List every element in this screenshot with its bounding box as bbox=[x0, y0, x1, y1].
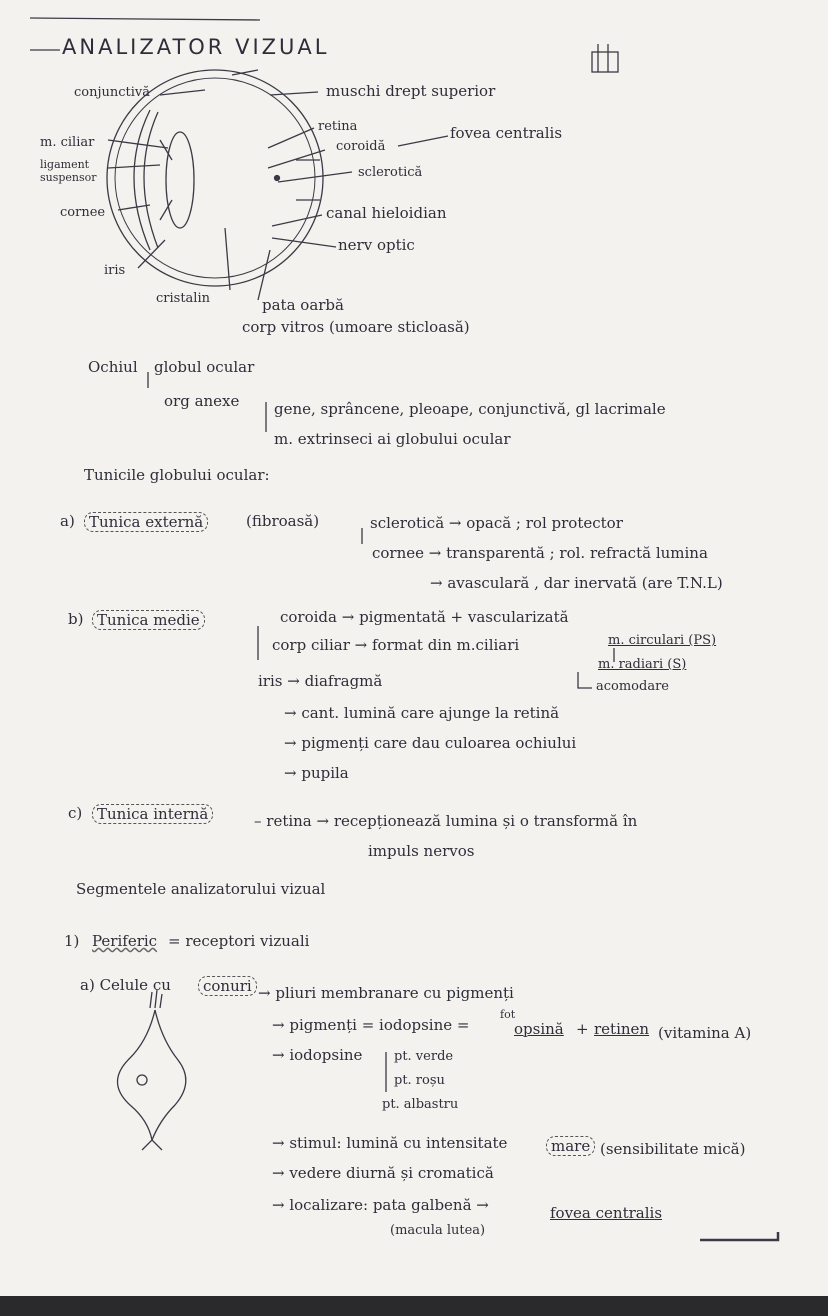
label-retina: retina bbox=[318, 119, 358, 134]
corner-mark bbox=[700, 1232, 778, 1240]
tunica-externa: Tunica externă bbox=[84, 512, 208, 532]
label-canal: canal hieloidian bbox=[326, 204, 447, 222]
label-sclerotica: sclerotică bbox=[358, 165, 423, 180]
retinen: retinen bbox=[594, 1020, 650, 1038]
label-fovea: fovea centralis bbox=[450, 124, 563, 142]
sclera-inner-line bbox=[115, 78, 315, 278]
iodopsine-rosu: pt. roșu bbox=[394, 1073, 445, 1088]
tunica-b-prefix: b) bbox=[68, 610, 84, 628]
label-coroida: coroidă bbox=[336, 139, 386, 154]
conuri-word: conuri bbox=[198, 976, 257, 996]
tunica-a-line-2: cornee → transparentă ; rol. refractă lumina bbox=[372, 544, 708, 562]
m-radiari: m. radiari (S) bbox=[598, 657, 687, 672]
iodopsine-verde: pt. verde bbox=[394, 1049, 454, 1064]
tunica-interna: Tunica internă bbox=[92, 804, 213, 824]
label-pata-oarba: pata oarbă bbox=[262, 296, 344, 314]
cornea-inner bbox=[144, 112, 158, 248]
header-rule bbox=[30, 18, 260, 20]
pigmenti-sup: fot bbox=[500, 1008, 516, 1021]
m-circulari: m. circulari (PS) bbox=[608, 633, 717, 648]
label-nerv: nerv optic bbox=[338, 236, 415, 254]
localizare-macula: (macula lutea) bbox=[390, 1223, 486, 1238]
label-cristalin: cristalin bbox=[156, 291, 210, 306]
acomodare: acomodare bbox=[596, 679, 669, 694]
tunica-externa-type: (fibroasă) bbox=[246, 512, 320, 530]
label-corp-vitros: corp vitros (umoare sticloasă) bbox=[242, 318, 470, 336]
corner-doodle bbox=[592, 52, 618, 72]
tunica-b-line-4: → cant. lumină care ajunge la retină bbox=[284, 704, 560, 722]
iodopsine-line: → iodopsine bbox=[272, 1046, 363, 1064]
optic-nerve bbox=[296, 160, 320, 200]
tunica-a-line-3: → avasculară , dar inervată (are T.N.L) bbox=[430, 574, 723, 592]
localizare-line: → localizare: pata galbenă → bbox=[272, 1196, 489, 1214]
segment-periferic: Periferic bbox=[92, 932, 158, 950]
conuri-prefix: a) Celule cu bbox=[80, 976, 171, 994]
page-title: ANALIZATOR VIZUAL bbox=[62, 35, 330, 59]
label-m-ciliar: m. ciliar bbox=[40, 135, 95, 150]
ochiul-head: Ochiul bbox=[88, 358, 138, 376]
tunici-heading: Tunicile globului ocular: bbox=[84, 466, 270, 484]
anexe-line-1: gene, sprâncene, pleoape, conjunctivă, gl lacrimale bbox=[274, 400, 666, 418]
opsina: opsină bbox=[514, 1020, 564, 1038]
tunica-b-line-5: → pigmenți care dau culoarea ochiului bbox=[284, 734, 577, 752]
ochiul-org-anexe: org anexe bbox=[164, 392, 240, 410]
cornea-shape bbox=[134, 110, 150, 250]
label-suspensor: suspensor bbox=[40, 171, 97, 184]
label-cornee: cornee bbox=[60, 205, 106, 220]
stimul-sensibilitate: (sensibilitate mică) bbox=[600, 1140, 746, 1158]
label-iris: iris bbox=[104, 263, 126, 278]
conuri-line-1: → pliuri membranare cu pigmenți bbox=[258, 984, 514, 1002]
label-ligament: ligament bbox=[40, 158, 90, 171]
tunica-a-prefix: a) bbox=[60, 512, 75, 530]
iris-lower bbox=[160, 200, 172, 220]
tunica-c-line-1: – retina → recepționează lumina și o transformă în bbox=[254, 812, 638, 830]
vitamina-a: (vitamina A) bbox=[658, 1024, 752, 1042]
ochiul-globul: globul ocular bbox=[154, 358, 255, 376]
label-muschi: muschi drept superior bbox=[326, 82, 496, 100]
pigmenti-line: → pigmenți = iodopsine = bbox=[272, 1016, 470, 1034]
localizare-fovea: fovea centralis bbox=[550, 1204, 663, 1222]
plus-sign: + bbox=[576, 1020, 589, 1038]
tunica-b-line-6: → pupila bbox=[284, 764, 349, 782]
tunica-c-line-2: impuls nervos bbox=[368, 842, 475, 860]
tunica-a-line-1: sclerotică → opacă ; rol protector bbox=[370, 514, 623, 532]
tunica-b-line-1: coroida → pigmentată + vascularizată bbox=[280, 608, 569, 626]
iodopsine-albastru: pt. albastru bbox=[382, 1097, 459, 1112]
segmente-heading: Segmentele analizatorului vizual bbox=[76, 880, 326, 898]
segment-periferic-def: = receptori vizuali bbox=[168, 932, 310, 950]
iris-upper bbox=[160, 140, 172, 160]
stimul-mare: mare bbox=[546, 1136, 595, 1156]
label-conjunctiva: conjunctivă bbox=[74, 85, 151, 100]
fovea-dot bbox=[275, 176, 280, 181]
segment-1-prefix: 1) bbox=[64, 932, 80, 950]
lens-shape bbox=[166, 132, 194, 228]
tunica-b-line-2: corp ciliar → format din m.ciliari bbox=[272, 636, 520, 654]
eyeball-outline bbox=[107, 70, 323, 286]
vedere-line: → vedere diurnă și cromatică bbox=[272, 1164, 494, 1182]
stimul-line: → stimul: lumină cu intensitate bbox=[272, 1134, 508, 1152]
cone-cell-sketch bbox=[118, 1010, 163, 1150]
desk-edge bbox=[0, 1296, 828, 1316]
anexe-line-2: m. extrinseci ai globului ocular bbox=[274, 430, 511, 448]
tunica-c-prefix: c) bbox=[68, 804, 83, 822]
tunica-medie: Tunica medie bbox=[92, 610, 205, 630]
tunica-b-line-3: iris → diafragmă bbox=[258, 672, 383, 690]
